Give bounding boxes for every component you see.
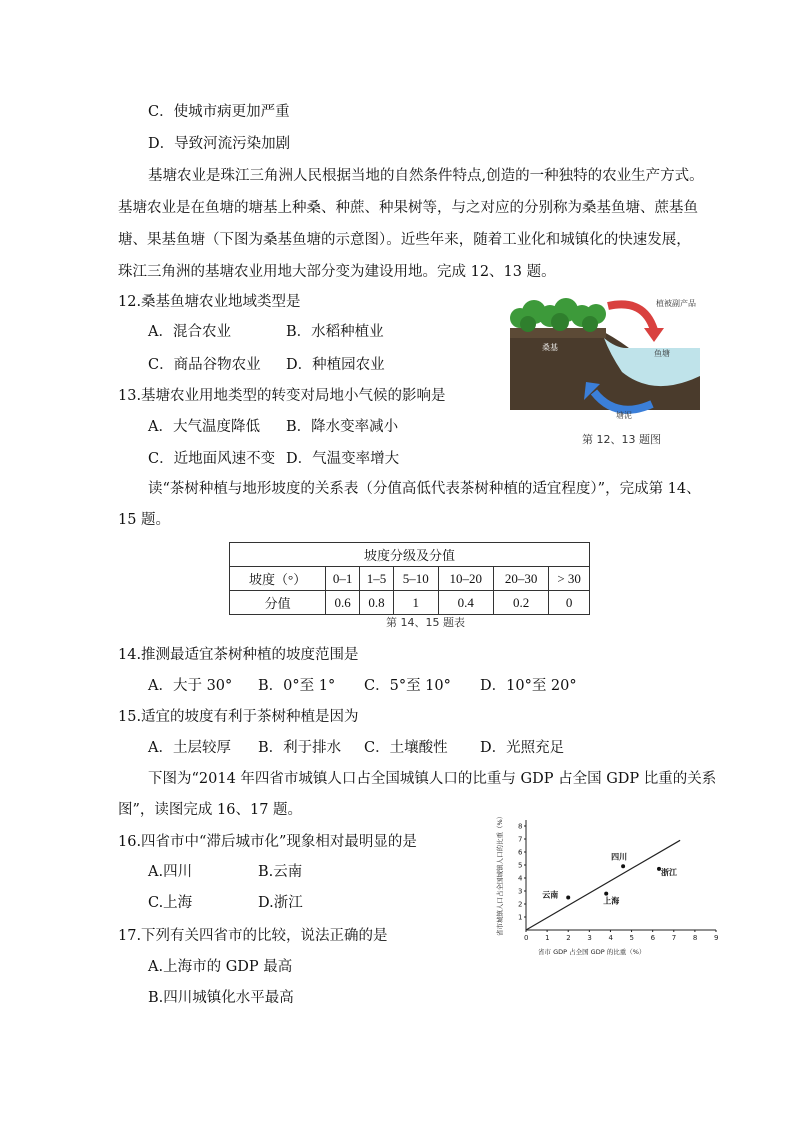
q16-option-c[interactable]: C.上海 — [148, 895, 193, 911]
table-row — [230, 567, 590, 591]
x-tick-label: 2 — [566, 934, 571, 942]
q14-option-c[interactable]: C．5°至 10° — [364, 678, 451, 694]
table-header: 坡度分级及分值 — [230, 543, 590, 567]
x-tick-label: 7 — [671, 934, 677, 942]
q17-option-b[interactable]: B.四川城镇化水平最高 — [148, 990, 294, 1006]
data-point — [621, 864, 625, 868]
table-cell: 10–20 — [438, 567, 493, 591]
chart-intro-line: 下图为“2014 年四省市城镇人口占全国城镇人口的比重与 GDP 占全国 GDP 比重的关系 — [148, 771, 717, 787]
x-tick-label: 0 — [524, 934, 529, 942]
data-point — [566, 896, 570, 900]
option-line: C．使城市病更加严重 — [148, 104, 290, 120]
q12-option-a[interactable]: A．混合农业 — [148, 324, 231, 340]
x-tick-label: 6 — [650, 934, 656, 942]
table-row — [230, 591, 590, 615]
q12-option-b[interactable]: B．水稻种植业 — [286, 324, 384, 340]
q13-option-c[interactable]: C．近地面风速不变 — [148, 451, 276, 467]
table-cell: 0 — [549, 591, 590, 615]
question-17: 17.下列有关四省市的比较，说法正确的是 — [118, 928, 388, 944]
figure-caption: 第 12、13 题图 — [582, 433, 661, 446]
table-cell: > 30 — [549, 567, 590, 591]
y-tick-label: 3 — [518, 887, 523, 896]
x-tick-label: 4 — [608, 934, 613, 942]
mulberry-fishpond-diagram — [504, 292, 700, 447]
intro-paragraph-line: 珠江三角洲的基塘农业用地大部分变为建设用地。完成 12、13 题。 — [118, 264, 556, 280]
table-intro-line: 读“茶树种植与地形坡度的关系表（分值高低代表茶树种植的适宜程度）”，完成第 14、 — [148, 481, 701, 497]
q13-option-a[interactable]: A．大气温度降低 — [148, 419, 260, 435]
y-tick-label: 2 — [518, 900, 523, 909]
products-arrow-head — [644, 328, 664, 342]
y-tick-label: 8 — [518, 822, 523, 831]
point-label: 四川 — [611, 852, 628, 862]
question-13: 13.基塘农业用地类型的转变对局地小气候的影响是 — [118, 388, 446, 404]
x-tick-label: 8 — [692, 934, 698, 942]
x-tick-label: 5 — [629, 934, 635, 942]
q16-option-a[interactable]: A.四川 — [148, 864, 193, 880]
y-tick-label: 4 — [518, 874, 523, 883]
q15-option-d[interactable]: D．光照充足 — [480, 740, 565, 756]
q15-option-c[interactable]: C．土壤酸性 — [364, 740, 448, 756]
pond-label: 鱼塘 — [654, 349, 670, 358]
q16-option-b[interactable]: B.云南 — [258, 864, 303, 880]
intro-paragraph-line: 塘、果基鱼塘（下图为桑基鱼塘的示意图）。近些年来，随着工业化和城镇化的快速发展， — [118, 232, 691, 248]
table-cell: 0.8 — [360, 591, 394, 615]
intro-paragraph-line: 基塘农业是在鱼塘的塘基上种桑、种蔗、种果树等，与之对应的分别称为桑基鱼塘、蔗基鱼 — [118, 200, 698, 216]
q13-option-b[interactable]: B．降水变率减小 — [286, 419, 399, 435]
row-label: 坡度（°） — [230, 567, 326, 591]
table-cell: 1–5 — [360, 567, 394, 591]
y-tick-label: 7 — [518, 835, 523, 844]
x-tick-label: 9 — [714, 934, 719, 942]
q15-option-b[interactable]: B．利于排水 — [258, 740, 342, 756]
reference-line — [526, 840, 680, 930]
products-label: 植被副产品 — [656, 299, 696, 308]
y-axis-label: 省市城镇人口占全国城镇人口的比重（%） — [496, 812, 504, 936]
q16-option-d[interactable]: D.浙江 — [258, 895, 303, 911]
question-14: 14.推测最适宜茶树种植的坡度范围是 — [118, 647, 359, 663]
x-axis-label: 省市 GDP 占全国 GDP 的比重（%） — [538, 948, 646, 956]
q17-option-a[interactable]: A.上海市的 GDP 最高 — [148, 959, 293, 975]
q15-option-a[interactable]: A．土层较厚 — [148, 740, 231, 756]
x-tick-label: 3 — [587, 934, 592, 942]
table-intro-line: 15 题。 — [118, 512, 171, 528]
table-cell: 0.4 — [438, 591, 493, 615]
q14-option-a[interactable]: A．大于 30° — [148, 678, 233, 694]
y-tick-label: 1 — [518, 913, 523, 922]
data-point — [604, 892, 608, 896]
point-label: 上海 — [603, 896, 620, 906]
intro-paragraph-line: 基塘农业是珠江三角洲人民根据当地的自然条件特点,创造的一种独特的农业生产方式。 — [148, 168, 704, 184]
y-tick-label: 6 — [518, 848, 523, 857]
chart-intro-line: 图”，读图完成 16、17 题。 — [118, 802, 303, 818]
point-label: 云南 — [542, 890, 559, 900]
mud-label: 塘泥 — [616, 411, 632, 420]
urbanization-gdp-scatter — [488, 812, 724, 958]
products-arrow — [608, 304, 654, 330]
question-12: 12.桑基鱼塘农业地域类型是 — [118, 294, 301, 310]
q13-option-d[interactable]: D．气温变率增大 — [286, 451, 400, 467]
q12-option-c[interactable]: C．商品谷物农业 — [148, 357, 261, 373]
question-15: 15.适宜的坡度有利于茶树种植是因为 — [118, 709, 359, 725]
q14-option-d[interactable]: D．10°至 20° — [480, 678, 577, 694]
y-tick-label: 5 — [518, 861, 523, 870]
table-cell: 0–1 — [326, 567, 360, 591]
mulberry-trees — [510, 298, 606, 332]
q12-option-d[interactable]: D．种植园农业 — [286, 357, 385, 373]
table-cell: 0.6 — [326, 591, 360, 615]
table-caption: 第 14、15 题表 — [386, 616, 465, 629]
table-cell: 5–10 — [393, 567, 438, 591]
bank-label: 桑基 — [542, 343, 558, 352]
table-cell: 20–30 — [493, 567, 548, 591]
slope-score-table — [229, 542, 590, 615]
table-cell: 0.2 — [493, 591, 548, 615]
x-tick-label: 1 — [545, 934, 550, 942]
row-label: 分值 — [230, 591, 326, 615]
option-line: D．导致河流污染加剧 — [148, 136, 291, 152]
table-cell: 1 — [393, 591, 438, 615]
point-label: 浙江 — [661, 867, 677, 877]
question-16: 16.四省市中“滞后城市化”现象相对最明显的是 — [118, 834, 417, 850]
q14-option-b[interactable]: B．0°至 1° — [258, 678, 336, 694]
